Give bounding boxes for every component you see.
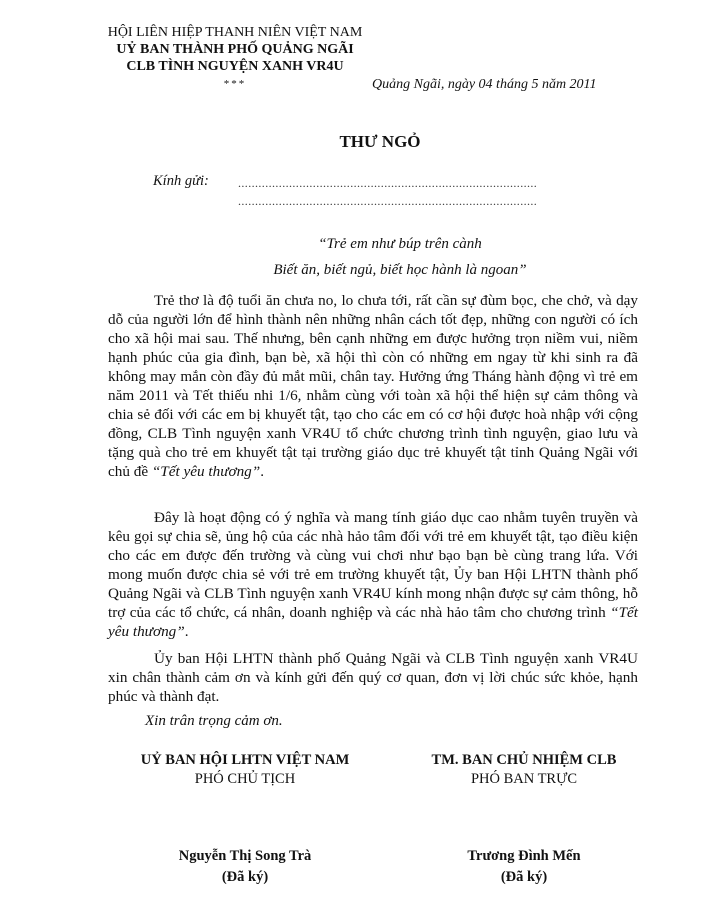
recipient-dotted-line-1: ........................................................................................ [238,176,538,190]
recipient-label: Kính gửi: [153,173,209,189]
signature-right-name: Trương Đình Mến [467,848,581,864]
org-name-line1: HỘI LIÊN HIỆP THANH NIÊN VIỆT NAM [107,25,363,40]
letter-title: THƯ NGỎ [339,132,421,151]
recipient-dotted-line-2: ........................................................................................ [238,194,538,208]
program-name: “Tết yêu thương” [108,604,638,640]
closing-thanks: Xin trân trọng cảm ơn. [145,713,283,729]
signature-right-org: TM. BAN CHỦ NHIỆM CLB [431,752,617,768]
org-name-line2: UỶ BAN THÀNH PHỐ QUẢNG NGÃI [116,42,354,57]
signature-left-name: Nguyễn Thị Song Trà [178,848,312,864]
paragraph-1-end: . [260,463,265,480]
org-name-line3: CLB TÌNH NGUYỆN XANH VR4U [126,59,344,74]
program-name: “Tết yêu thương” [151,463,261,480]
paragraph-1 [108,291,638,481]
signature-right-note: (Đã ký) [500,869,548,885]
signature-right-position: PHÓ BAN TRỰC [470,771,578,787]
paragraph-3: Ủy ban Hội LHTN thành phố Quảng Ngãi và CLB Tình nguyện xanh VR4U xin chân thành cảm ơn và kính gửi đến quý cơ quan, đơn vị lời chúc sức khỏe, hạnh phúc và thành đạt. [108,650,638,705]
paragraph-2 [108,508,638,641]
paragraph-2-end: . [184,623,189,640]
quote-line-1: “Trẻ em như búp trên cành [318,236,482,252]
quote-line-2: Biết ăn, biết ngủ, biết học hành là ngoan” [273,262,527,278]
header-stars: *** [223,78,247,90]
signature-left-note: (Đã ký) [221,869,269,885]
paragraph-2-text: Đây là hoạt động có ý nghĩa và mang tính giáo dục cao nhằm tuyên truyền và kêu gọi sự chia sẽ, ủng hộ của các nhà hảo tâm đối với trẻ em khuyết tật, tạo điều kiện cho các em được đến trường và cùng vui chơi như bạo bạn bè cùng trang lứa. Với mong muốn được chia sẻ với trẻ em trường khuyết tật, Ủy ban Hội LHTN thành phố Quảng Ngãi và CLB Tình nguyện xanh VR4U kính mong nhận được sự cảm thông, hỗ trợ của các tổ chức, cá nhân, doanh nghiệp và các nhà hảo tâm cho chương trình [108,509,638,621]
signature-left-position: PHÓ CHỦ TỊCH [194,771,296,787]
letter-date: Quảng Ngãi, ngày 04 tháng 5 năm 2011 [372,77,597,92]
signature-left-org: UỶ BAN HỘI LHTN VIỆT NAM [140,752,350,768]
paragraph-1-text: Trẻ thơ là độ tuổi ăn chưa no, lo chưa tới, rất cần sự đùm bọc, che chở, và dạy dỗ của người lớn để hình thành nên những nhân cách tốt đẹp, những con người có ích cho xã hội mai sau. Thế nhưng, bên cạnh những em được hưởng trọn niềm vui, niềm hạnh phúc của gia đình, bạn bè, xã hội thì còn có những em ngay từ khi sinh ra đã không may mắn còn đầy đủ mắt mũi, chân tay. Hưởng ứng Tháng hành động vì trẻ em năm 2011 và Tết thiếu nhi 1/6, nhằm cùng với toàn xã hội thể hiện sự cảm thông và chia sẻ đối với các em bị khuyết tật, tạo cho các em có cơ hội được hoà nhập với cộng đồng, CLB Tình nguyện xanh VR4U tổ chức chương trình tình nguyện, giao lưu và tặng quà cho trẻ em khuyết tật tại trường giáo dục trẻ khuyết tật tỉnh Quảng Ngãi với chủ đề [108,292,638,480]
